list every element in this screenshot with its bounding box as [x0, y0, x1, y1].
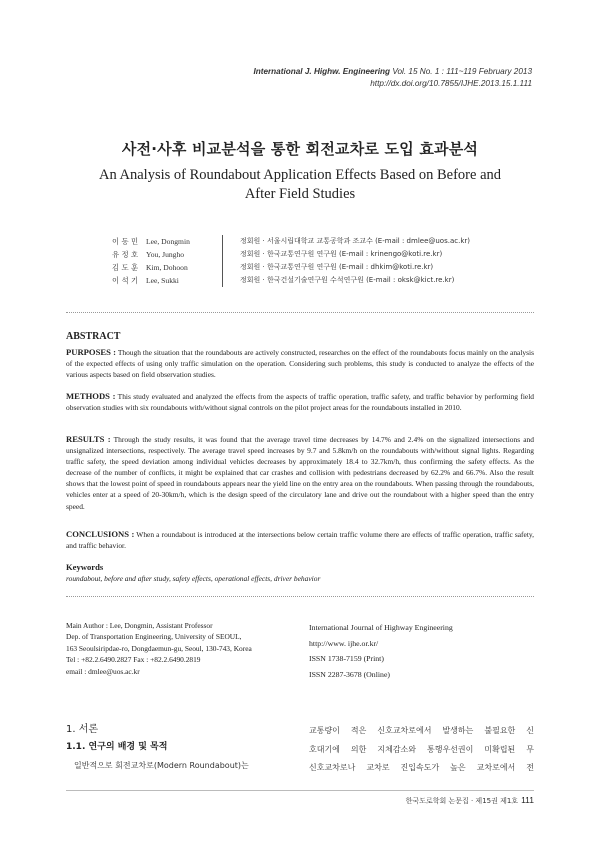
journal-info-name: International Journal of Highway Engineering: [309, 623, 453, 632]
author-divider: [218, 261, 240, 274]
results-label: RESULTS :: [66, 434, 111, 444]
author-divider: [218, 248, 240, 261]
abstract-results: [66, 434, 534, 512]
author-info-line: Main Author : Lee, Dongmin, Assistant Professor: [66, 621, 213, 630]
body-line: 교통량이 적은 신호교차로에서 발생하는 불필요한 신: [309, 726, 534, 735]
corresponding-author-info: [66, 620, 252, 677]
author-divider: [218, 274, 240, 287]
section-title: 1. 서론: [66, 724, 99, 735]
title-english-line1: An Analysis of Roundabout Application Effects Based on Before and: [98, 167, 502, 183]
author-affiliation: 정회원 · 한국건설기술연구원 수석연구원 (E-mail : oksk@kict.re.kr): [240, 276, 455, 284]
abstract-heading: ABSTRACT: [66, 331, 121, 342]
author-row: [112, 235, 470, 248]
body-line: 호대기에 의한 지체감소와 통행우선권이 미확립된 무: [309, 744, 534, 754]
title-english: [90, 166, 510, 204]
author-affiliation: 정회원 · 서울시립대학교 교통공학과 조교수 (E-mail : dmlee@uos.ac.kr): [240, 237, 470, 245]
footer-journal: 한국도로학회 논문집 · 제15권 제1호: [405, 797, 519, 805]
issn-print: ISSN 1738-7159 (Print): [309, 654, 384, 664]
author-affiliation: 정회원 · 한국교통연구원 연구원 (E-mail : krinengo@koti.re.kr): [240, 250, 443, 258]
author-name-ko: 유 정 호: [112, 250, 139, 259]
divider-top: [66, 312, 534, 313]
author-name-ko: 김 도 훈: [112, 263, 139, 272]
journal-name: International J. Highw. Engineering: [253, 67, 391, 76]
author-list: [112, 235, 470, 287]
body-line: 신호교차로나 교차로 진입속도가 높은 교차로에서 전: [309, 763, 534, 772]
results-text: Through the study results, it was found that the average travel time decreases by 14.7% and 2.4% on the signalized intersections and unsignalized intersections, respectively. The average travel speed increases by 9.7 and 5.8km/h on the roundabouts with/without signal lights. Regarding traffic safety, the speed deviation among individual vehicles decreases by approximately 18.4 to 32.7km/h, thus confirming the safety effects. As the decrease of the number of conflicts, it might be explained that car crashes and collision with pedestrians decreased by 62.2% and 66.7%. Also the result shows that the lowest point of speed in roundabouts appears near the yield line on the entry area on the roundabouts. When passing through the roundabouts, vehicles enter at a speed of 20-30km/h, which is the design speed of the circulatory lane and drive out the roundabout with a higher speed than the entry speed.: [66, 435, 534, 511]
abstract-purposes: [66, 347, 534, 380]
journal-citation: [253, 66, 532, 78]
author-row: [112, 248, 470, 261]
page-number: 111: [521, 795, 534, 805]
title-english-line2: After Field Studies: [244, 186, 356, 202]
purposes-label: PURPOSES :: [66, 347, 116, 357]
author-info-line: Dep. of Transportation Engineering, University of SEOUL,: [66, 632, 242, 642]
author-name-en: Lee, Sukki: [146, 276, 179, 285]
abstract-conclusions: [66, 529, 534, 551]
author-email: email : dmlee@uos.ac.kr: [66, 666, 140, 676]
methods-label: METHODS :: [66, 391, 116, 401]
page-footer: [406, 795, 534, 806]
author-name-en: Lee, Dongmin: [146, 237, 190, 246]
methods-text: This study evaluated and analyzed the effects from the aspects of traffic operation, traffic safety, and traffic behavior by performing field observation studies with six roundabouts with/without signal controls on the pilot project areas for the roundabouts installed in 2010.: [66, 392, 534, 413]
author-name-en: Kim, Dohoon: [146, 263, 188, 272]
journal-info: [309, 620, 453, 682]
body-text-right: [309, 722, 534, 778]
author-row: [112, 274, 470, 287]
author-row: [112, 261, 470, 274]
issn-online: ISSN 2287-3678 (Online): [309, 669, 390, 679]
purposes-text: Though the situation that the roundabouts are actively constructed, researches on the effect of the roundabouts focus mainly on the analysis of the expected effects of using only traffic simulation on the operation. Considering such problems, this study is conducted to analyze the effects of the various aspects based on field observation studies.: [66, 348, 534, 380]
divider-bottom: [66, 596, 534, 597]
journal-header: [253, 66, 532, 90]
journal-url[interactable]: http://www. ijhe.or.kr/: [309, 638, 379, 648]
footer-divider: [66, 790, 534, 791]
journal-volume: Vol. 15 No. 1 : 111~119 February 2013: [392, 67, 532, 76]
abstract-methods: [66, 391, 534, 413]
author-name-en: You, Jungho: [146, 250, 185, 259]
author-info-line: Tel : +82.2.6490.2827 Fax : +82.2.6490.2819: [66, 655, 201, 665]
conclusions-label: CONCLUSIONS :: [66, 529, 135, 539]
subsection-title: 1.1. 연구의 배경 및 목적: [66, 742, 168, 752]
author-name-ko: 이 석 기: [112, 276, 139, 285]
author-divider: [218, 235, 240, 248]
keywords-heading: Keywords: [66, 562, 104, 572]
doi-link[interactable]: http://dx.doi.org/10.7855/IJHE.2013.15.1.111: [370, 79, 532, 88]
body-text-left: 일반적으로 회전교차로(Modern Roundabout)는: [74, 761, 249, 770]
author-info-line: 163 Seoulsiripdae-ro, Dongdaemun-gu, Seoul, 130-743, Korea: [66, 643, 252, 653]
conclusions-text: When a roundabout is introduced at the intersections below certain traffic volume there are effects of traffic operation, traffic safety, and traffic behavior.: [66, 530, 534, 551]
author-name-ko: 이 동 민: [112, 237, 139, 246]
keywords-text: roundabout, before and after study, safety effects, operational effects, driver behavior: [66, 574, 321, 583]
author-affiliation: 정회원 · 한국교통연구원 연구원 (E-mail : dhkim@koti.re.kr): [240, 263, 434, 271]
title-korean: 사전·사후 비교분석을 통한 회전교차로 도입 효과분석: [121, 140, 479, 158]
